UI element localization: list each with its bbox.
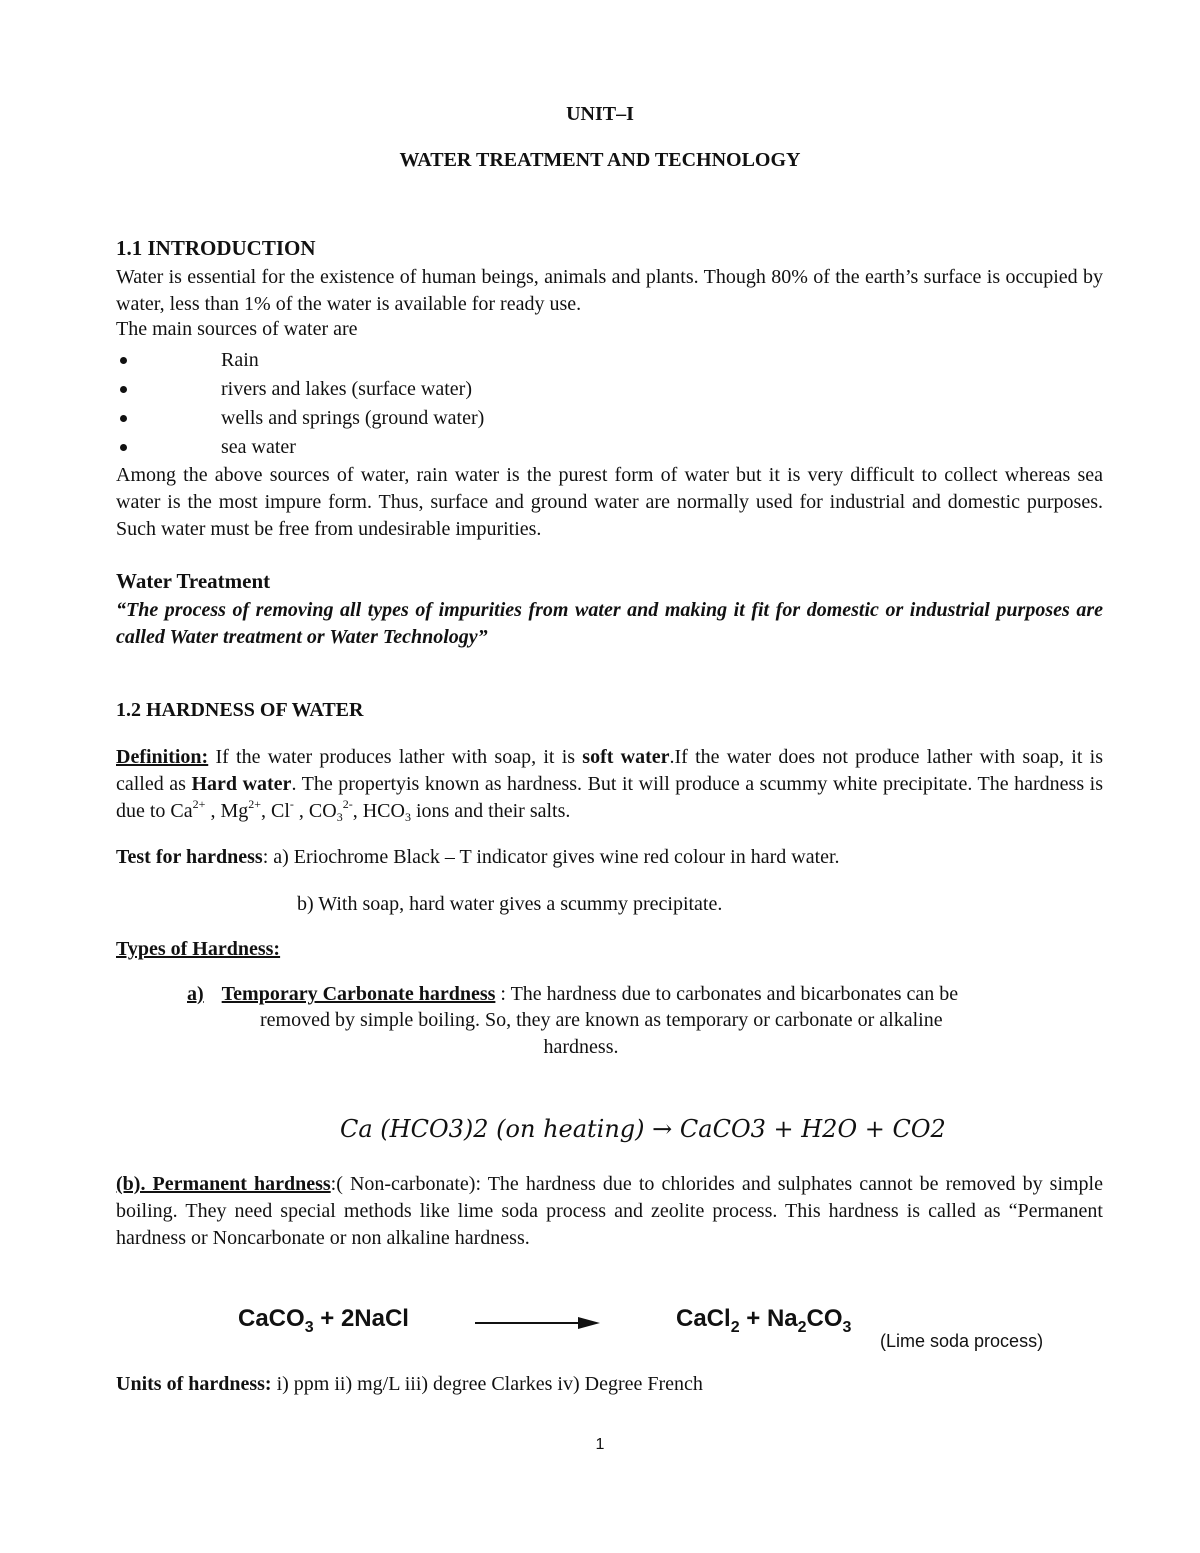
page-number: 1: [595, 1436, 605, 1453]
equation-temporary-hardness: Ca (HCO3)2 (on heating) → CaCO3 + H2O + CO2: [340, 1115, 946, 1143]
list-item: rivers and lakes (surface water): [120, 375, 484, 404]
temporary-hardness-line1: a) Temporary Carbonate hardness : The hardness due to carbonates and bicarbonates can be: [187, 983, 959, 1005]
intro-paragraph: Water is essential for the existence of human beings, animals and plants. Though 80% of the earth’s surface is occupied by water, less than 1% of the water is available for ready use.: [116, 266, 1103, 315]
lime-soda-note: (Lime soda process): [880, 1331, 1044, 1351]
water-treatment-heading: Water Treatment: [116, 569, 271, 593]
section-heading-hardness: 1.2 HARDNESS OF WATER: [116, 699, 364, 721]
item-marker-a: a): [187, 983, 204, 1005]
hardness-test-a: Test for hardness: a) Eriochrome Black – T indicator gives wine red colour in hard water.: [116, 846, 840, 868]
bullet-icon: [120, 386, 127, 393]
list-item: Rain: [120, 346, 484, 375]
water-treatment-definition: “The process of removing all types of impurities from water and making it fit for domestic or industrial purposes are called Water treatment or Water Technology”: [116, 599, 1103, 648]
document-title: WATER TREATMENT AND TECHNOLOGY: [399, 149, 801, 171]
equation-right-side: CaCl$_2$ + $Na_2CO_3$: [676, 1305, 852, 1336]
bullet-icon: [120, 444, 127, 451]
bullet-icon: [120, 415, 127, 422]
section-heading-introduction: 1.1 INTRODUCTION: [116, 236, 316, 260]
test-label: Test for hardness: [116, 846, 263, 868]
permanent-hardness-paragraph: (b). Permanent hardness:( Non-carbonate): The hardness due to chlorides and sulphates cannot be removed by simple boiling. They need special methods like lime soda process and zeolite process. This hardness is called as “Permanent hardness or Noncarbonate or non alkaline hardness.: [116, 1173, 1103, 1249]
reaction-arrow: [475, 1322, 585, 1324]
permanent-hardness-label: (b). Permanent hardness: [116, 1173, 331, 1195]
sources-intro: The main sources of water are: [116, 318, 358, 340]
units-label: Units of hardness:: [116, 1373, 272, 1395]
sources-paragraph: Among the above sources of water, rain water is the purest form of water but it is very difficult to collect whereas sea water is the most impure form. Thus, surface and ground water are normally used for industrial and domestic purposes. Such water must be free from undesirable impurities.: [116, 464, 1103, 540]
definition-label: Definition:: [116, 746, 209, 768]
arrow-head-icon: [578, 1317, 600, 1329]
water-sources-list: [120, 346, 484, 462]
bullet-icon: [120, 357, 127, 364]
types-of-hardness-label: Types of Hardness:: [116, 938, 281, 960]
hard-water-term: Hard water: [191, 773, 292, 795]
soft-water-term: soft water: [582, 746, 670, 768]
temporary-hardness-label: Temporary Carbonate hardness: [221, 983, 496, 1005]
hardness-definition: Definition: If the water produces lather with soap, it is soft water.If the water does not produce lather with soap, it is called as Hard water. The propertyis known as hardness. But it will produce a scummy white precipitate. The hardness is due to $Ca^{2+}$ , $Mg^{2+}$, Cl- , $CO_3^{2-}$, $HCO_3$ ions and their salts.: [116, 746, 1103, 824]
list-item: wells and springs (ground water): [120, 404, 484, 433]
equation-left-side: CaCO$_3$ + 2NaCl: [238, 1305, 409, 1336]
unit-label: UNIT–I: [566, 103, 634, 125]
units-of-hardness: Units of hardness: i) ppm ii) mg/L iii) degree Clarkes iv) Degree French: [116, 1373, 703, 1395]
list-item: sea water: [120, 433, 484, 462]
temporary-hardness-line2: removed by simple boiling. So, they are known as temporary or carbonate or alkaline: [260, 1009, 943, 1031]
hardness-test-b: b) With soap, hard water gives a scummy precipitate.: [297, 893, 723, 915]
temporary-hardness-line3: hardness.: [543, 1036, 619, 1058]
